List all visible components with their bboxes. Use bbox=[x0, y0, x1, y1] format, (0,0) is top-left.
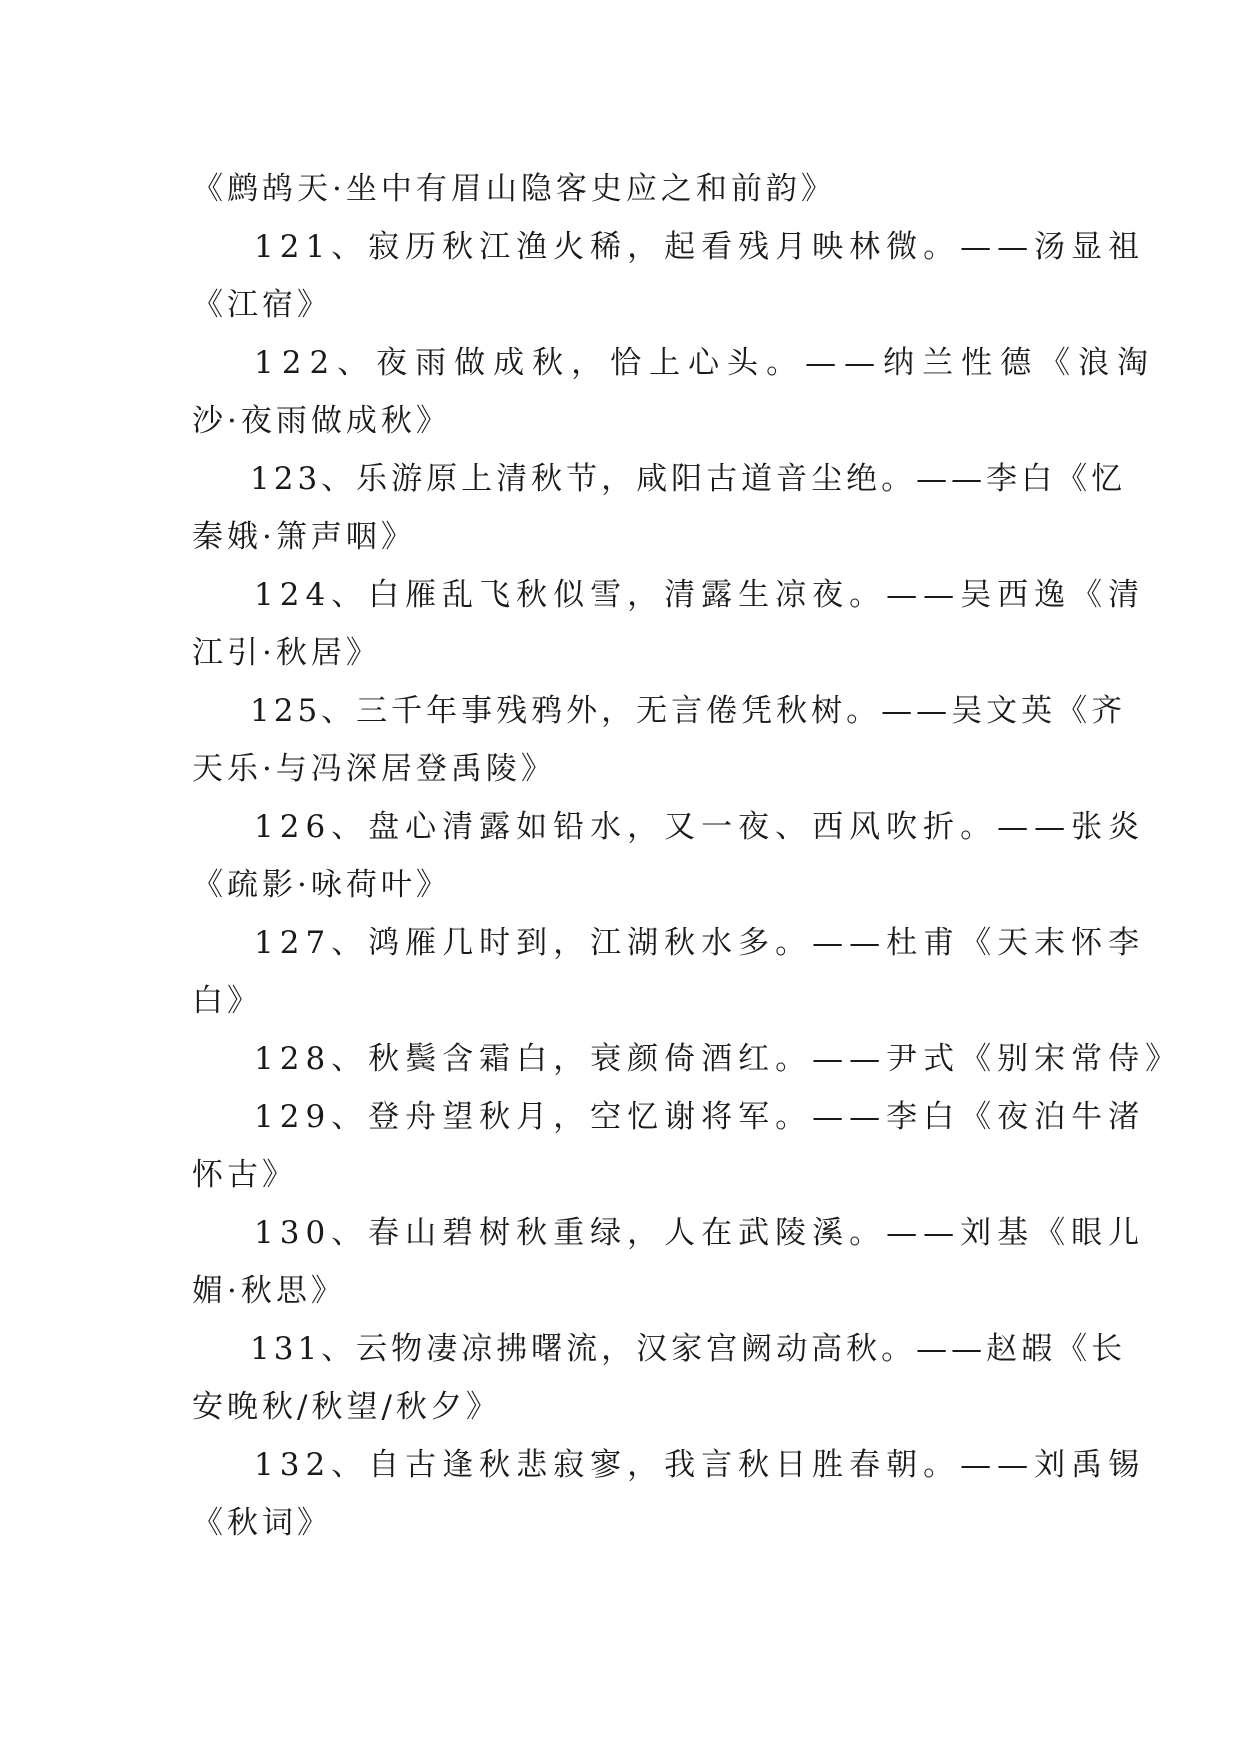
text-line: 《江宿》 bbox=[192, 287, 332, 323]
quote-line-127: 127、鸿雁几时到，江湖秋水多。——杜甫《天末怀李 bbox=[254, 925, 1146, 961]
text-line: 安晚秋/秋望/秋夕》 bbox=[192, 1389, 501, 1425]
quote-line-131: 131、云物凄凉拂曙流，汉家宫阙动高秋。——赵嘏《长 bbox=[250, 1331, 1127, 1367]
text-line: 《疏影·咏荷叶》 bbox=[192, 867, 451, 903]
quote-line-129: 129、登舟望秋月，空忆谢将军。——李白《夜泊牛渚 bbox=[254, 1099, 1146, 1135]
quote-line-130: 130、春山碧树秋重绿，人在武陵溪。——刘基《眼儿 bbox=[254, 1215, 1146, 1251]
text-line: 《秋词》 bbox=[192, 1505, 332, 1541]
text-line: 白》 bbox=[192, 983, 262, 1019]
quote-line-122: 122、夜雨做成秋，恰上心头。——纳兰性德《浪淘 bbox=[254, 345, 1157, 381]
quote-line-125: 125、三千年事残鸦外，无言倦凭秋树。——吴文英《齐 bbox=[250, 693, 1127, 729]
quote-line-121: 121、寂历秋江渔火稀，起看残月映林微。——汤显祖 bbox=[254, 229, 1146, 265]
text-line: 沙·夜雨做成秋》 bbox=[192, 403, 451, 439]
text-line: 媚·秋思》 bbox=[192, 1273, 346, 1309]
text-line: 怀古》 bbox=[192, 1157, 297, 1193]
text-line: 天乐·与冯深居登禹陵》 bbox=[192, 751, 556, 787]
text-line: 秦娥·箫声咽》 bbox=[192, 519, 416, 555]
quote-line-128: 128、秋鬓含霜白，衰颜倚酒红。——尹式《别宋常侍》 bbox=[254, 1041, 1183, 1077]
text-line: 江引·秋居》 bbox=[192, 635, 381, 671]
quote-line-124: 124、白雁乱飞秋似雪，清露生凉夜。——吴西逸《清 bbox=[254, 577, 1146, 613]
poem-quote-list bbox=[192, 160, 1183, 1552]
text-line: 《鹧鸪天·坐中有眉山隐客史应之和前韵》 bbox=[192, 171, 836, 207]
quote-line-126: 126、盘心清露如铅水，又一夜、西风吹折。——张炎 bbox=[254, 809, 1146, 845]
quote-line-123: 123、乐游原上清秋节，咸阳古道音尘绝。——李白《忆 bbox=[250, 461, 1127, 497]
quote-line-132: 132、自古逢秋悲寂寥，我言秋日胜春朝。——刘禹锡 bbox=[254, 1447, 1146, 1483]
